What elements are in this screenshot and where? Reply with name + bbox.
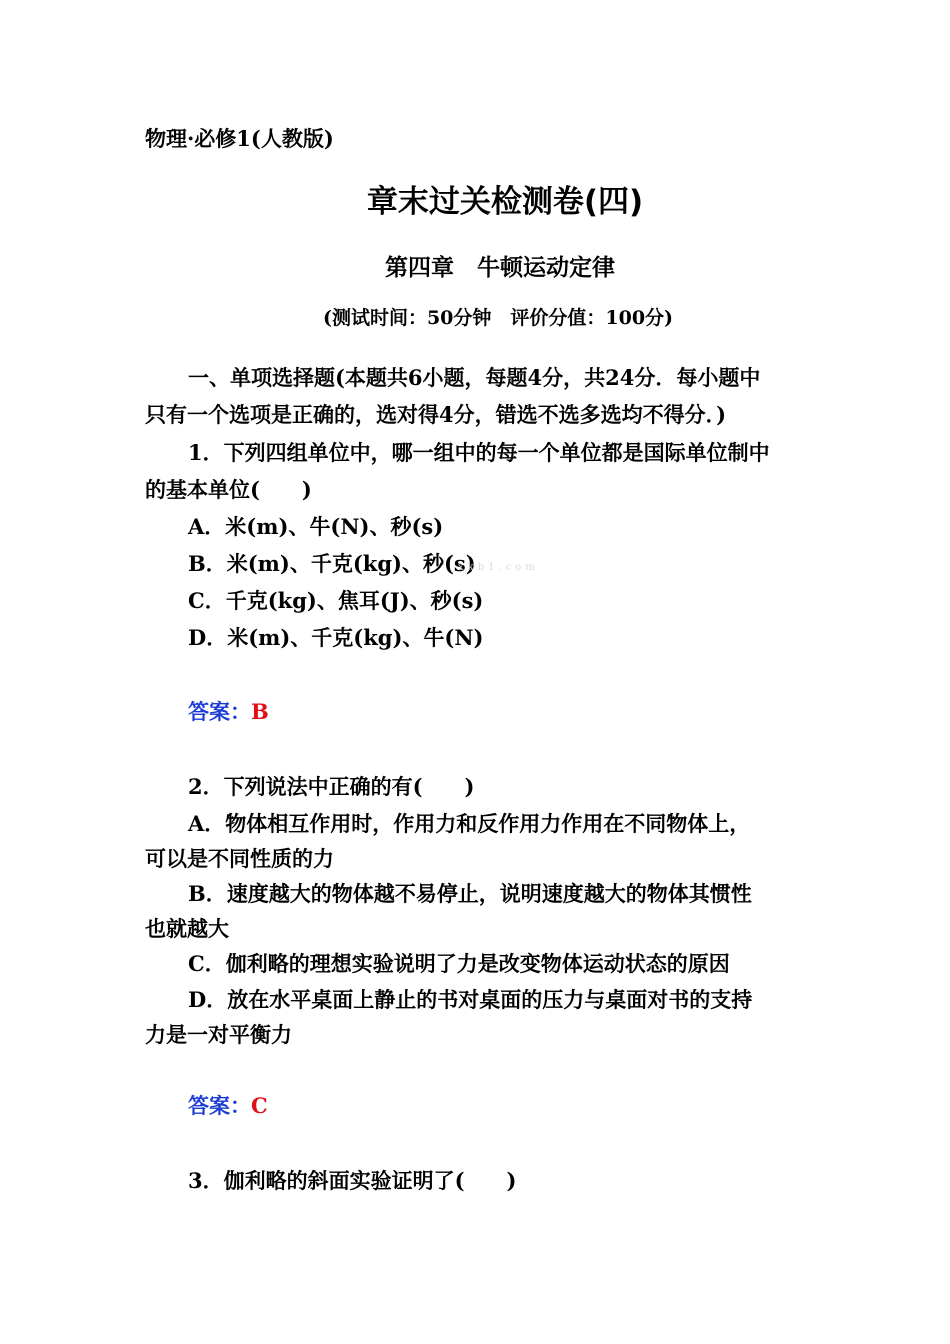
chapter-heading: 第四章 牛顿运动定律 bbox=[385, 255, 615, 281]
section-instructions-line-1: 一、单项选择题(本题共6小题，每题4分，共24分．每小题中 bbox=[188, 365, 761, 390]
question-1-option-b: B．米(m)、千克(kg)、秒(s) bbox=[188, 551, 476, 576]
question-1-answer bbox=[188, 697, 858, 727]
page-title: 章末过关检测卷(四) bbox=[366, 184, 644, 220]
question-2-answer bbox=[188, 1091, 858, 1121]
question-1-option-c: C．千克(kg)、焦耳(J)、秒(s) bbox=[188, 588, 484, 613]
answer-value: C bbox=[251, 1093, 268, 1118]
watermark: xkb1.com bbox=[458, 562, 539, 573]
answer-value: B bbox=[251, 699, 269, 724]
answer-label: 答案： bbox=[188, 699, 251, 724]
question-1-stem-line-2: 的基本单位( ) bbox=[145, 477, 312, 502]
question-2-option-a-line-2: 可以是不同性质的力 bbox=[145, 846, 334, 871]
question-2-option-b-line-2: 也就越大 bbox=[145, 916, 229, 941]
test-info: (测试时间：50分钟 评价分值：100分) bbox=[322, 307, 674, 329]
question-2-option-c: C．伽利略的理想实验说明了力是改变物体运动状态的原因 bbox=[188, 951, 730, 976]
question-1-stem-line-1: 1．下列四组单位中，哪一组中的每一个单位都是国际单位制中 bbox=[188, 440, 770, 465]
question-3-stem: 3．伽利略的斜面实验证明了( ) bbox=[188, 1168, 517, 1193]
question-1-option-a: A．米(m)、牛(N)、秒(s) bbox=[188, 514, 444, 539]
question-2-option-b-line-1: B．速度越大的物体越不易停止，说明速度越大的物体其惯性 bbox=[188, 881, 752, 906]
book-header: 物理·必修1(人教版) bbox=[145, 126, 334, 151]
section-instructions-line-2: 只有一个选项是正确的，选对得4分，错选不选多选均不得分．) bbox=[145, 402, 727, 427]
question-2-option-a-line-1: A．物体相互作用时，作用力和反作用力作用在不同物体上， bbox=[188, 811, 751, 836]
question-2-option-d-line-1: D．放在水平桌面上静止的书对桌面的压力与桌面对书的支持 bbox=[188, 987, 753, 1012]
question-2-option-d-line-2: 力是一对平衡力 bbox=[145, 1022, 292, 1047]
answer-label: 答案： bbox=[188, 1093, 251, 1118]
question-2-stem: 2．下列说法中正确的有( ) bbox=[188, 774, 475, 799]
question-1-option-d: D．米(m)、千克(kg)、牛(N) bbox=[188, 625, 484, 650]
